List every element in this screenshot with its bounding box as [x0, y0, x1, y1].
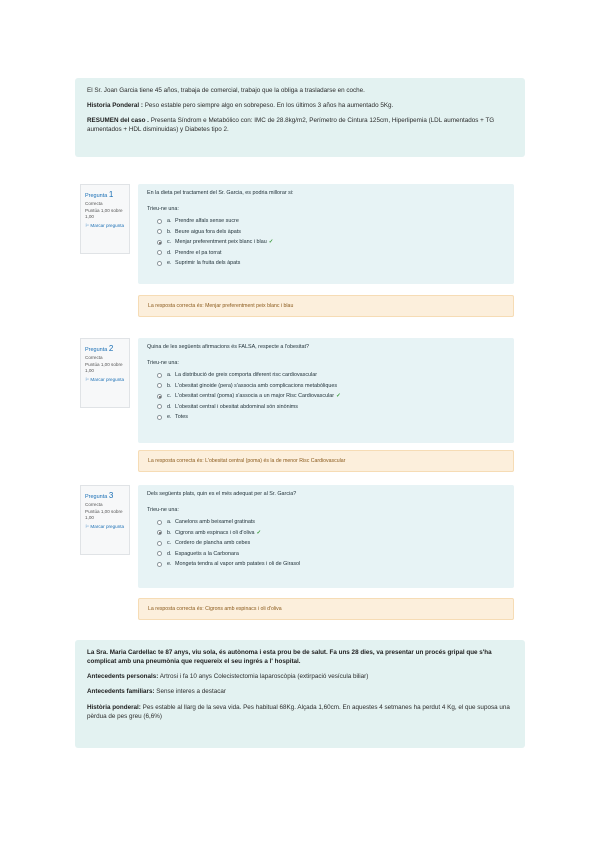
question-score: Puntúa 1,00 sobre 1,00 — [85, 207, 123, 220]
select-one-label: Trieu-ne una: — [147, 206, 179, 212]
question-score: Puntúa 1,00 sobre 1,00 — [85, 508, 123, 521]
radio-button[interactable] — [157, 261, 162, 266]
answer-option-a[interactable]: a. La distribució de greix comporta diferent risc cardiovascular — [147, 370, 505, 381]
radio-button[interactable] — [157, 383, 162, 388]
weight-history: Historia Ponderal : Peso estable pero siempre algo en sobrepeso. En los últimos 3 años ha aumentado 5Kg. — [87, 102, 394, 110]
question-text: Dels següents plats, quin es el més adequat per al Sr. Garcia? — [147, 491, 297, 497]
question-box-1 — [138, 184, 514, 284]
question-text: En la dieta pel tractament del Sr. Garcia, es podria millorar si: — [147, 190, 294, 196]
question-box-2 — [138, 338, 514, 443]
answer-option-c[interactable]: c. Cordero de plancha amb cebes — [147, 538, 505, 549]
radio-button-selected[interactable] — [157, 240, 162, 245]
radio-button[interactable] — [157, 541, 162, 546]
radio-button[interactable] — [157, 415, 162, 420]
correct-check-icon: ✓ — [336, 393, 341, 400]
answer-feedback-2: La resposta correcta és: L'obesitat central (poma) és la de menor Risc Cardiovascular — [138, 450, 514, 472]
question-number: Pregunta 2 — [85, 344, 114, 353]
question-text: Quina de les següents afirmacions és FALSA, respecte a l'obesitat? — [147, 344, 309, 350]
answer-option-c[interactable]: c. Menjar preferentment peix blanc i blau ✓ — [147, 237, 505, 248]
radio-button-selected[interactable] — [157, 394, 162, 399]
question-box-3 — [138, 485, 514, 588]
radio-button[interactable] — [157, 219, 162, 224]
question-info-1 — [80, 184, 130, 254]
case-summary: RESUMEN del caso . Presenta Síndrom e Metabólico con: IMC de 28.8kg/m2, Perímetro de Cintura 125cm, Hiperlipemia (LDL aumentados + TG aumentados + HDL disminuidas) y Diabetes tipo 2. — [87, 117, 495, 134]
question-status: Correcta — [85, 501, 103, 507]
answer-feedback-1: La resposta correcta és: Menjar preferentment peix blanc i blau — [138, 295, 514, 317]
case-intro: La Sra. Maria Cardellac te 87 anys, viu sola, és autònoma i esta prou be de salut. Fa uns 28 dies, va presentar un procés gripal que s'ha complicat amb una pneumònia que requereix el seu ingrés a l' hospital. — [87, 649, 492, 666]
question-info-3 — [80, 485, 130, 555]
answer-option-b[interactable]: b. Cigrons amb espinacs i oli d'oliva ✓ — [147, 528, 505, 539]
radio-button[interactable] — [157, 404, 162, 409]
question-status: Correcta — [85, 354, 103, 360]
case-intro: El Sr. Joan Garcia tiene 45 años, trabaja de comercial, trabajo que la obliga a trasladarse en coche. — [87, 87, 365, 94]
flag-icon: ⚐ — [85, 376, 90, 382]
case-summary-2 — [75, 640, 525, 748]
answer-option-b[interactable]: b. L'obesitat ginoide (pera) s'associa amb complicacions metabòliques — [147, 381, 505, 392]
answer-feedback-3: La resposta correcta és: Cigrons amb espinacs i oli d'oliva — [138, 598, 514, 620]
select-one-label: Trieu-ne una: — [147, 507, 179, 513]
flag-question-link[interactable]: ⚐ Marcar pregunta — [85, 222, 125, 228]
answer-option-a[interactable]: a. Canelons amb beixamel gratinats — [147, 517, 505, 528]
question-number: Pregunta 1 — [85, 190, 114, 199]
answer-option-e[interactable]: e. Suprimir la fruita dels àpats — [147, 258, 505, 269]
flag-icon: ⚐ — [85, 222, 90, 228]
radio-button[interactable] — [157, 562, 162, 567]
personal-history: Antecedents personals: Artrosi i fa 10 anys Colecistectomia laparoscòpia (extirpació vesícula biliar) — [87, 673, 369, 681]
answer-option-c[interactable]: c. L'obesitat central (poma) s'associa a un major Risc Cardiovascular ✓ — [147, 391, 505, 402]
radio-button[interactable] — [157, 373, 162, 378]
select-one-label: Trieu-ne una: — [147, 360, 179, 366]
radio-button[interactable] — [157, 551, 162, 556]
answer-option-d[interactable]: d. Prendre el pa torrat — [147, 248, 505, 259]
question-info-2 — [80, 338, 130, 408]
radio-button-selected[interactable] — [157, 530, 162, 535]
question-number: Pregunta 3 — [85, 491, 114, 500]
flag-icon: ⚐ — [85, 523, 90, 529]
case-summary-1 — [75, 78, 525, 157]
question-status: Correcta — [85, 200, 103, 206]
family-history: Antecedents familiars: Sense interes a destacar — [87, 688, 226, 696]
radio-button[interactable] — [157, 229, 162, 234]
radio-button[interactable] — [157, 520, 162, 525]
answer-option-d[interactable]: d. Espaguetis a la Carbonara — [147, 549, 505, 560]
question-score: Puntúa 1,00 sobre 1,00 — [85, 361, 123, 374]
answer-option-a[interactable]: a. Prendre alfals sense sucre — [147, 216, 505, 227]
correct-check-icon: ✓ — [268, 239, 274, 246]
flag-question-link[interactable]: ⚐ Marcar pregunta — [85, 523, 125, 529]
answer-option-d[interactable]: d. L'obesitat central i obesitat abdominal són sinònims — [147, 402, 505, 413]
weight-history: Història ponderal: Pes estable al llarg de la seva vida. Pes habitual 68Kg. Alçada 1,60cm. En aquestes 4 setmanes ha perdut 4 Kg, el que suposa una pèrdua de pes greu (6,6%) — [87, 703, 510, 720]
answer-option-b[interactable]: b. Beure aigua fora dels àpats — [147, 227, 505, 238]
flag-question-link[interactable]: ⚐ Marcar pregunta — [85, 376, 125, 382]
answer-option-e[interactable]: e. Mongeta tendra al vapor amb patates i oli de Girasol — [147, 559, 505, 570]
answer-option-e[interactable]: e. Totes — [147, 412, 505, 423]
radio-button[interactable] — [157, 250, 162, 255]
correct-check-icon: ✓ — [256, 529, 262, 536]
